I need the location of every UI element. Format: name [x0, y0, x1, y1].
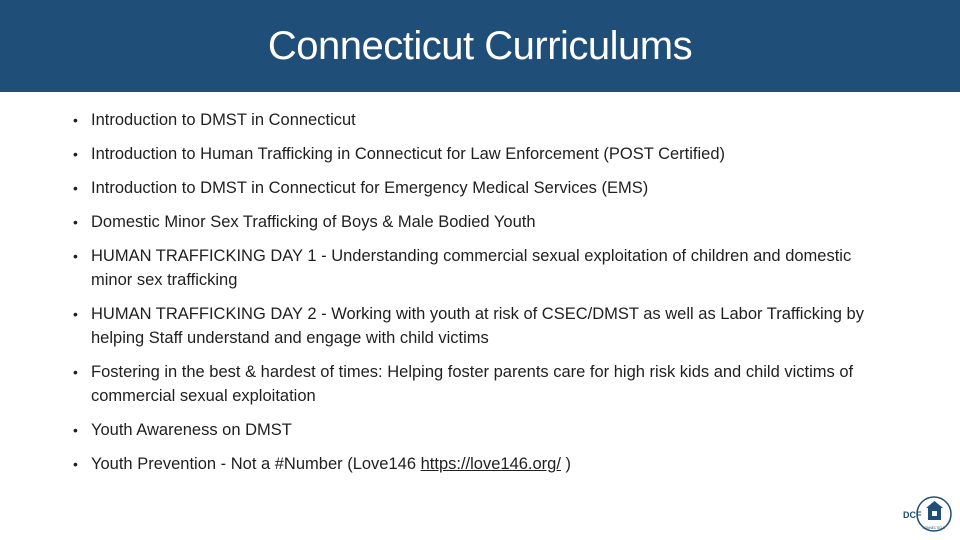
bullet-list [73, 108, 893, 486]
bullet-icon: • [73, 456, 78, 472]
title-bar [0, 0, 960, 92]
bullet-text-prefix: Youth Prevention - Not a #Number (Love146 [91, 455, 421, 473]
bullet-text: HUMAN TRAFFICKING DAY 2 - Working with youth at risk of CSEC/DMST as well as Labor Trafficking by helping Staff understand and engage with child victims [91, 305, 864, 347]
logo-sublabel: CONNECTICUT [922, 526, 946, 530]
slide-title: Connecticut Curriculums [267, 23, 693, 68]
bullet-item [73, 244, 893, 292]
bullet-item [73, 302, 893, 350]
bullet-item [73, 418, 893, 442]
bullet-item [73, 210, 893, 234]
bullet-text: Youth Awareness on DMST [91, 421, 292, 439]
logo-label: DCF [903, 510, 922, 520]
bullet-text: Introduction to Human Trafficking in Connecticut for Law Enforcement (POST Certified) [91, 145, 726, 163]
bullet-icon: • [73, 214, 78, 230]
bullet-text: Fostering in the best & hardest of times: Helping foster parents care for high risk kids and child victims of commercial sexual exploitation [91, 363, 854, 405]
logo-window-icon [932, 511, 937, 516]
bullet-item [73, 108, 893, 132]
bullet-item [73, 360, 893, 408]
bullet-item [73, 142, 893, 166]
bullet-icon: • [73, 180, 78, 196]
bullet-item [73, 452, 893, 476]
bullet-text: Introduction to DMST in Connecticut [91, 111, 356, 129]
bullet-text: Domestic Minor Sex Trafficking of Boys & Male Bodied Youth [91, 213, 536, 231]
bullet-icon: • [73, 248, 78, 264]
bullet-item [73, 176, 893, 200]
bullet-icon: • [73, 146, 78, 162]
bullet-icon: • [73, 112, 78, 128]
bullet-text: HUMAN TRAFFICKING DAY 1 - Understanding commercial sexual exploitation of children and domestic minor sex trafficking [91, 247, 852, 289]
love146-link[interactable]: https://love146.org/ [420, 455, 561, 473]
dcf-logo [902, 494, 952, 534]
bullet-icon: • [73, 364, 78, 380]
bullet-text-suffix: ) [560, 455, 572, 473]
bullet-icon: • [73, 306, 78, 322]
bullet-text: Introduction to DMST in Connecticut for Emergency Medical Services (EMS) [91, 179, 649, 197]
bullet-icon: • [73, 422, 78, 438]
logo-roof-icon [926, 501, 943, 508]
